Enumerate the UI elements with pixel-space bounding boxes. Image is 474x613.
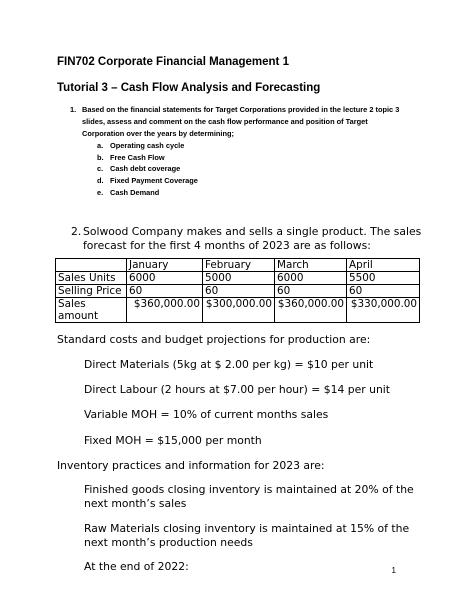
sales-forecast-table xyxy=(55,258,420,323)
list-item: c. Cash debt coverage xyxy=(97,164,181,174)
table-header-cell: February xyxy=(203,259,275,272)
table-row xyxy=(56,298,420,323)
question-1-number: 1. xyxy=(70,105,77,114)
table-row xyxy=(56,272,420,285)
table-cell: $330,000.00 xyxy=(347,298,420,323)
question-2-number: 2. xyxy=(71,225,82,238)
question-2-text: Solwood Company makes and sells a single product. The sales forecast for the first 4 months of 2023 are as follows: xyxy=(83,225,422,252)
table-cell: 60 xyxy=(127,285,203,298)
question-1 xyxy=(70,104,410,140)
question-1-sublist xyxy=(97,140,198,199)
inventory-intro: Inventory practices and information for 2023 are: xyxy=(57,459,325,472)
table-cell: 5000 xyxy=(203,272,275,285)
table-header-cell: January xyxy=(127,259,203,272)
table-cell: Selling Price xyxy=(56,285,127,298)
table-header-cell: April xyxy=(347,259,420,272)
table-cell: Sales Units xyxy=(56,272,127,285)
variable-moh-line: Variable MOH = 10% of current months sales xyxy=(84,408,329,421)
finished-goods-line: Finished goods closing inventory is maintained at 20% of the next month’s sales xyxy=(84,483,414,510)
table-cell: 5500 xyxy=(347,272,420,285)
table-header-cell: March xyxy=(275,259,347,272)
list-item: b. Free Cash Flow xyxy=(97,152,165,162)
list-item: a. Operating cash cycle xyxy=(97,141,185,150)
table-cell: 60 xyxy=(203,285,275,298)
tutorial-subtitle: Tutorial 3 – Cash Flow Analysis and Forecasting xyxy=(57,82,321,94)
list-item: d. Fixed Payment Coverage xyxy=(97,176,198,186)
table-header-row xyxy=(56,259,420,272)
table-header-cell xyxy=(56,259,127,272)
question-2 xyxy=(71,225,431,253)
document-title: FIN702 Corporate Financial Management 1 xyxy=(57,56,289,68)
question-1-text: Based on the financial statements for Target Corporations provided in the lecture 2 topic 3 slides, assess and comment on the cash flow performance and position of Target Corporation over the years by determining; xyxy=(82,105,400,138)
standard-costs-intro: Standard costs and budget projections for production are: xyxy=(57,333,371,346)
page-number: 1 xyxy=(391,566,396,575)
table-cell: 6000 xyxy=(127,272,203,285)
raw-materials-line: Raw Materials closing inventory is maintained at 15% of the next month’s production needs xyxy=(84,522,410,549)
table-row xyxy=(56,285,420,298)
table-cell: $300,000.00 xyxy=(203,298,275,323)
table-cell: $360,000.00 xyxy=(127,298,203,323)
list-item: e. Cash Demand xyxy=(97,187,160,197)
direct-materials-line: Direct Materials (5kg at $ 2.00 per kg) = $10 per unit xyxy=(84,358,374,371)
direct-labour-line: Direct Labour (2 hours at $7.00 per hour) = $14 per unit xyxy=(84,383,391,396)
table-cell: $360,000.00 xyxy=(275,298,347,323)
end-of-2022-line: At the end of 2022: xyxy=(84,560,189,573)
table-cell: 6000 xyxy=(275,272,347,285)
fixed-moh-line: Fixed MOH = $15,000 per month xyxy=(84,434,262,447)
table-cell: 60 xyxy=(275,285,347,298)
table-cell: 60 xyxy=(347,285,420,298)
table-cell: Sales amount xyxy=(56,298,127,323)
